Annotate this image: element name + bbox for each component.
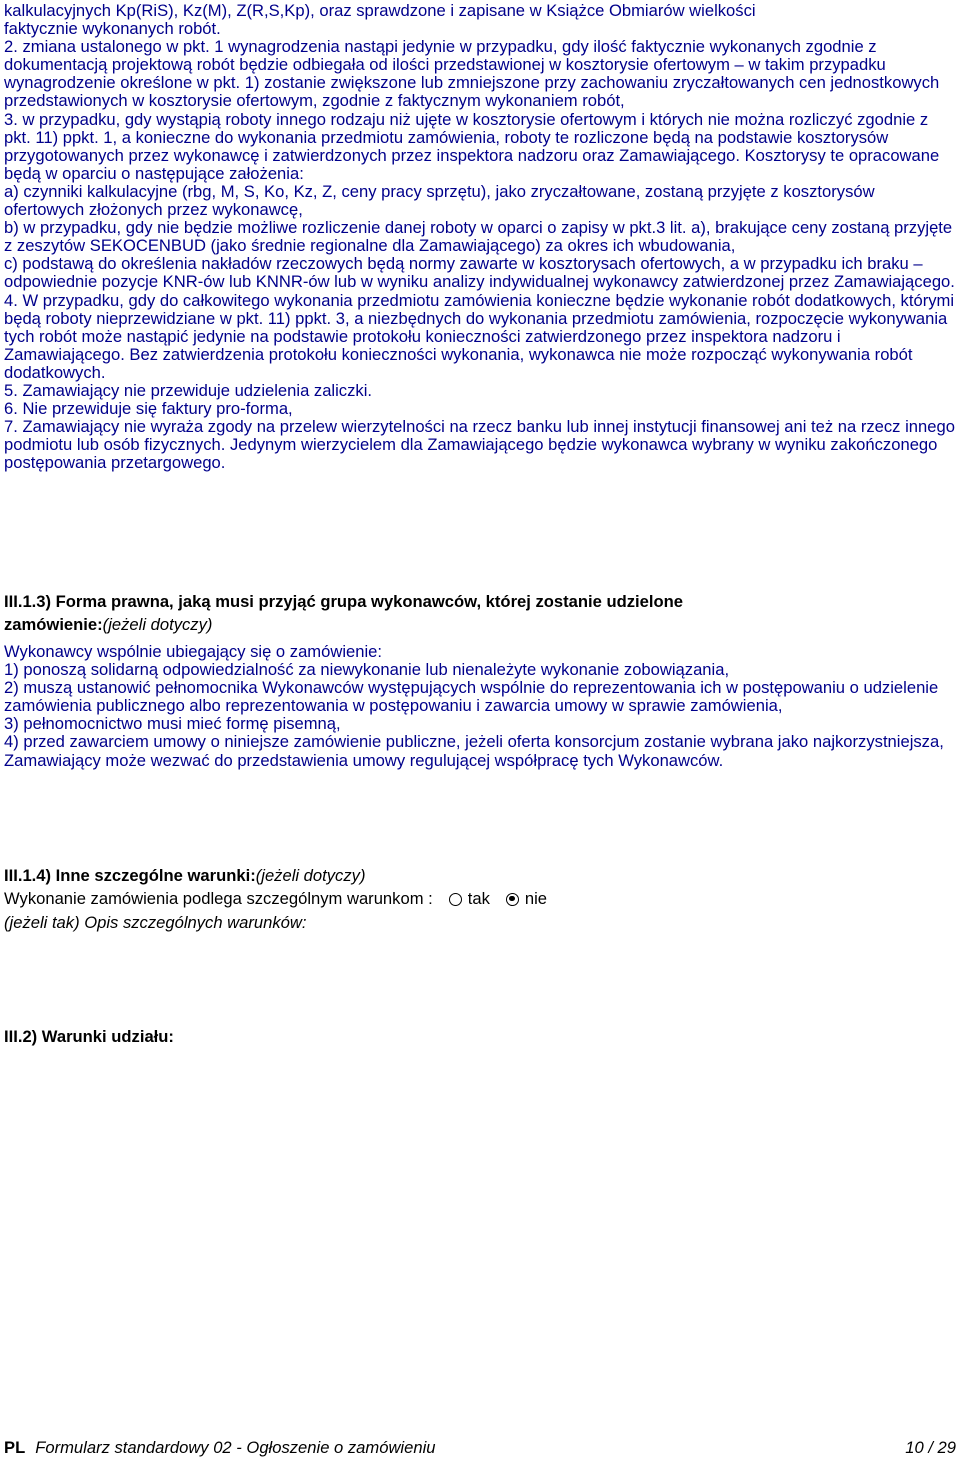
details-label: (jeżeli tak) Opis szczególnych warunków: — [4, 913, 307, 932]
section-heading — [4, 590, 956, 636]
heading-qualifier: (jeżeli dotyczy) — [102, 615, 213, 634]
footer-title: Formularz standardowy 02 - Ogłoszenie o zamówieniu — [35, 1438, 436, 1457]
section-heading — [4, 1025, 174, 1048]
section-paragraph: 2) muszą ustanowić pełnomocnika Wykonawców występujących wspólnie do reprezentowania ich w postępowaniu o udzielenie zamówienia publicznego albo reprezentowania w postępowaniu i zawarcia umowy w sprawie zamówienia, — [4, 678, 939, 716]
body-paragraph: c) podstawą do określenia nakładów rzeczowych będą normy zawarte w kosztorysach ofertowych, a w przypadku ich braku – odpowiednie pozycje KNR-ów lub KNNR-ów lub w wyniku analizy indywidualnej wykonawcy zatwierdzonej przez Zamawiającego. — [4, 254, 955, 292]
section-heading — [4, 864, 956, 887]
radio-yes-icon[interactable] — [449, 893, 462, 906]
body-paragraph: a) czynniki kalkulacyjne (rbg, M, S, Ko, Kz, Z, ceny pracy sprzętu), jako zryczałtowane, zostaną przyjęte z kosztorysów ofertowych złożonych przez wykonawcę, — [4, 181, 875, 220]
intro-line: faktycznie wykonanych robót. — [4, 19, 221, 39]
section-special-conditions — [4, 864, 956, 935]
section-paragraph: 4) przed zawarciem umowy o niniejsze zamówienie publiczne, jeżeli oferta konsorcjum zostanie wybrana jako najkorzystniejsza, Zamawiający może wezwać do przedstawienia umowy regulującej współpracę tych Wykonawców. — [4, 732, 944, 770]
body-paragraph: 6. Nie przewiduje się faktury pro-forma, — [4, 399, 293, 419]
heading-title: III.2) Warunki udziału: — [4, 1027, 174, 1046]
heading-line2: zamówienie: — [4, 615, 103, 634]
intro-line: kalkulacyjnych Kp(RiS), Kz(M), Z(R,S,Kp), oraz sprawdzone i zapisane w Książce Obmiarów wielkości — [4, 1, 756, 20]
body-paragraph: 5. Zamawiający nie przewiduje udzielenia zaliczki. — [4, 380, 372, 400]
body-paragraph: 2. zmiana ustalonego w pkt. 1 wynagrodzenia nastąpi jedynie w przypadku, gdy ilość faktycznie wykonanych zgodnie z dokumentacją projektową robót będzie odbiegała od ilości przedstawionej w kosztorysie ofertowym – w takim przypadku wynagrodzenie określone w pkt. 1) zostanie zwiększone lub zmniejszone przy zachowaniu zryczałtowanych cen jednostkowych przedstawionych w kosztorysie ofertowym, zgodnie z faktycznym wykonaniem robót, — [4, 37, 940, 111]
option-no-label: nie — [524, 889, 548, 908]
radio-no-checked-icon[interactable] — [506, 893, 519, 906]
question-label: Wykonanie zamówienia podlega szczególnym warunkom : — [4, 889, 433, 908]
heading-title: III.1.4) Inne szczególne warunki: — [4, 866, 256, 885]
special-conditions-question — [4, 887, 956, 911]
heading-line1: III.1.3) Forma prawna, jaką musi przyjąć grupa wykonawców, której zostanie udzielone — [4, 592, 683, 611]
heading-qualifier: (jeżeli dotyczy) — [255, 866, 366, 885]
option-yes-label: tak — [467, 889, 490, 908]
legal-form-text — [4, 643, 956, 770]
footer-language: PL — [4, 1438, 26, 1457]
body-paragraph: 3. w przypadku, gdy wystąpią roboty innego rodzaju niż ujęte w kosztorysie ofertowym i których nie można rozliczyć zgodnie z pkt. 11) ppkt. 1, a konieczne do wykonania przedmiotu zamówienia, roboty te rozliczone będą na podstawie kosztorysów przygotowanych przez wykonawcę i zatwierdzonych przez inspektora nadzoru oraz Zamawiającego. Kosztorysy te opracowane będą w oparciu o następujące założenia: — [4, 109, 940, 183]
body-paragraph: 4. W przypadku, gdy do całkowitego wykonania przedmiotu zamówienia konieczne będzie wykonanie robót dodatkowych, którymi będą roboty nieprzewidziane w pkt. 11) ppkt. 3, a niezbędnych do wykonania przedmiotu zamówienia, rozpoczęcie wykonywania tych robót może nastąpić jedynie na podstawie protokołu konieczności zatwierdzonego przez inspektora nadzoru i Zamawiającego. Bez zatwierdzenia protokołu konieczności wykonania, wykonawca nie może rozpocząć wykonywania robót dodatkowych. — [4, 290, 955, 382]
document-page — [4, 0, 956, 1046]
body-paragraph: b) w przypadku, gdy nie będzie możliwe rozliczenie danej roboty w oparci o zapisy w pkt.3 lit. a), brakujące ceny zostaną przyjęte z zeszytów SEKOCENBUD (jako średnie regionalne dla Zamawiającego) za okres ich wbudowania, — [4, 218, 953, 256]
contract-terms-text — [4, 2, 956, 472]
section-paragraph: 1) ponoszą solidarną odpowiedzialność za niewykonanie lub nienależyte wykonanie zobowiązania, — [4, 660, 730, 680]
section-participation-conditions — [4, 1025, 174, 1048]
footer-page-number: 10 / 29 — [905, 1438, 956, 1457]
section-paragraph: 3) pełnomocnictwo musi mieć formę pisemną, — [4, 714, 341, 734]
section-legal-form — [4, 590, 956, 770]
body-paragraph: 7. Zamawiający nie wyraża zgody na przelew wierzytelności na rzecz banku lub innej instytucji finansowej ani też na rzecz innego podmiotu lub osób fizycznych. Jedynym wierzycielem dla Zamawiającego będzie wykonawca wybrany w wyniku zakończonego postępowania przetargowego. — [4, 417, 955, 473]
page-footer — [4, 1438, 956, 1458]
section-paragraph: Wykonawcy wspólnie ubiegający się o zamówienie: — [4, 642, 383, 661]
